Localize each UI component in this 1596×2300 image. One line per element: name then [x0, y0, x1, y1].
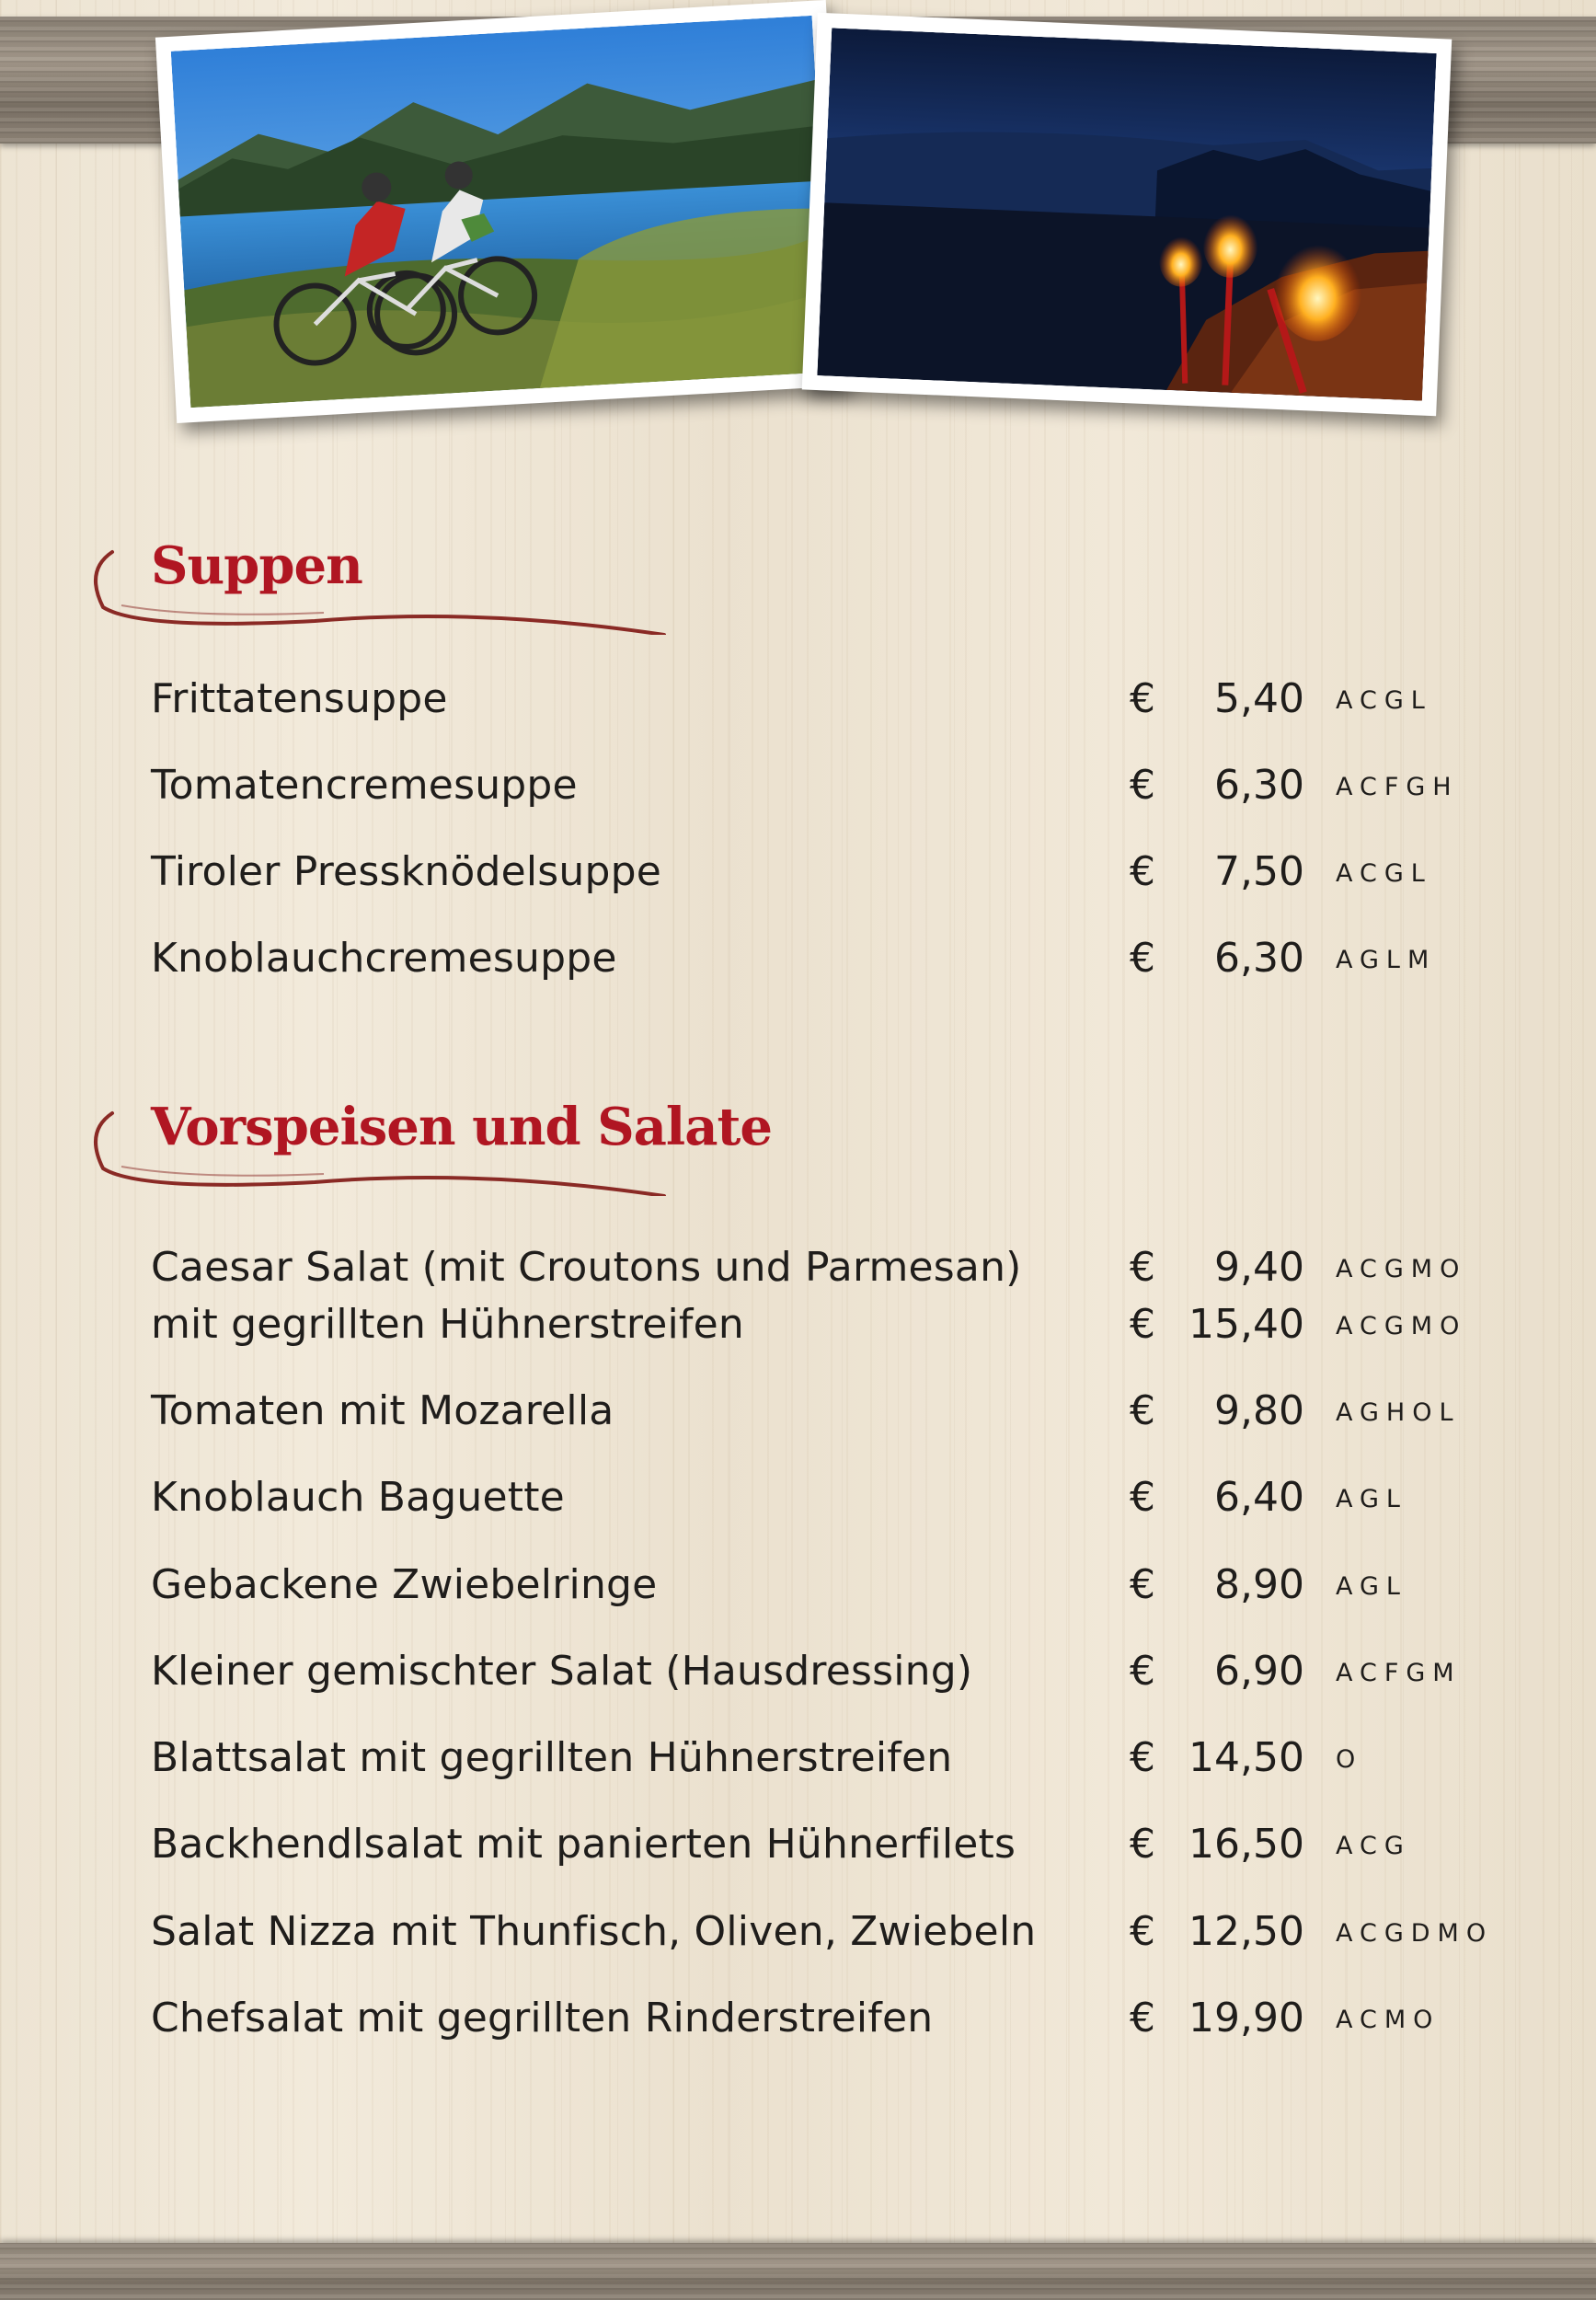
menu-row [0, 1648, 1596, 1703]
menu-row [0, 1387, 1596, 1443]
dish-price: 12,50 [1188, 1908, 1304, 1955]
dish-price: 15,40 [1188, 1301, 1304, 1348]
dish-price: 8,90 [1214, 1561, 1304, 1608]
vorspeisen-heading: Vorspeisen und Salate [151, 1097, 772, 1157]
dish-name: Frittatensuppe [151, 675, 448, 722]
currency-symbol: € [1130, 1474, 1155, 1521]
dish-name: Tomatencremesuppe [151, 762, 578, 809]
dish-price: 9,40 [1214, 1244, 1304, 1291]
currency-symbol: € [1130, 1995, 1155, 2041]
menu-row [0, 1474, 1596, 1529]
dish-price: 6,30 [1214, 935, 1304, 982]
currency-symbol: € [1130, 1387, 1155, 1434]
dish-name: Chefsalat mit gegrillten Rinderstreifen [151, 1995, 934, 2041]
dish-name: Knoblauchcremesuppe [151, 935, 617, 982]
currency-symbol: € [1130, 1561, 1155, 1608]
allergen-codes: AGL [1336, 1485, 1407, 1513]
dish-name: Tomaten mit Mozarella [151, 1387, 614, 1434]
mountain-bikers-image [171, 16, 832, 408]
currency-symbol: € [1130, 1908, 1155, 1955]
dish-price: 19,90 [1188, 1995, 1304, 2041]
allergen-codes: ACMO [1336, 2006, 1441, 2034]
allergen-codes: ACGDMO [1336, 1919, 1494, 1948]
menu-row [0, 1561, 1596, 1616]
allergen-codes: ACFGH [1336, 773, 1459, 801]
suppen-heading: Suppen [151, 535, 362, 596]
menu-row [0, 1734, 1596, 1789]
allergen-codes: AGLM [1336, 946, 1437, 974]
currency-symbol: € [1130, 1648, 1155, 1695]
currency-symbol: € [1130, 1301, 1155, 1348]
dish-name: Caesar Salat (mit Croutons und Parmesan) [151, 1244, 1022, 1291]
dish-name: Blattsalat mit gegrillten Hühnerstreifen [151, 1734, 953, 1781]
dish-name: Gebackene Zwiebelringe [151, 1561, 658, 1608]
allergen-codes: AGHOL [1336, 1398, 1461, 1427]
dish-price: 7,50 [1214, 848, 1304, 895]
dish-price: 6,30 [1214, 762, 1304, 809]
menu-row [0, 935, 1596, 990]
dish-name: mit gegrillten Hühnerstreifen [151, 1301, 744, 1348]
allergen-codes: ACGL [1336, 686, 1432, 715]
currency-symbol: € [1130, 675, 1155, 722]
currency-symbol: € [1130, 1734, 1155, 1781]
currency-symbol: € [1130, 1244, 1155, 1291]
dish-name: Tiroler Pressknödelsuppe [151, 848, 662, 895]
allergen-codes: ACG [1336, 1832, 1411, 1860]
dish-price: 9,80 [1214, 1387, 1304, 1434]
allergen-codes: ACGMO [1336, 1312, 1467, 1340]
photo-torches-dusk [802, 13, 1452, 417]
allergen-codes: ACGMO [1336, 1255, 1467, 1283]
allergen-codes: O [1336, 1745, 1363, 1774]
dish-name: Backhendlsalat mit panierten Hühnerfilets [151, 1821, 1016, 1868]
dish-price: 6,90 [1214, 1648, 1304, 1695]
allergen-codes: AGL [1336, 1572, 1407, 1601]
currency-symbol: € [1130, 935, 1155, 982]
photo-mountain-bikers [155, 0, 847, 423]
menu-row [0, 1908, 1596, 1963]
menu-row [0, 1244, 1596, 1299]
menu-row [0, 1995, 1596, 2050]
allergen-codes: ACFGM [1336, 1659, 1462, 1687]
dish-name: Kleiner gemischter Salat (Hausdressing) [151, 1648, 973, 1695]
wood-plank-bottom [0, 2243, 1596, 2300]
menu-row [0, 675, 1596, 730]
currency-symbol: € [1130, 762, 1155, 809]
dish-price: 16,50 [1188, 1821, 1304, 1868]
dish-name: Knoblauch Baguette [151, 1474, 565, 1521]
dish-name: Salat Nizza mit Thunfisch, Oliven, Zwiebeln [151, 1908, 1037, 1955]
menu-row [0, 762, 1596, 817]
currency-symbol: € [1130, 848, 1155, 895]
currency-symbol: € [1130, 1821, 1155, 1868]
dish-price: 6,40 [1214, 1474, 1304, 1521]
torches-dusk-image [817, 28, 1436, 400]
dish-price: 14,50 [1188, 1734, 1304, 1781]
menu-row [0, 1301, 1596, 1356]
menu-row [0, 848, 1596, 903]
menu-row [0, 1821, 1596, 1876]
allergen-codes: ACGL [1336, 859, 1432, 888]
dish-price: 5,40 [1214, 675, 1304, 722]
